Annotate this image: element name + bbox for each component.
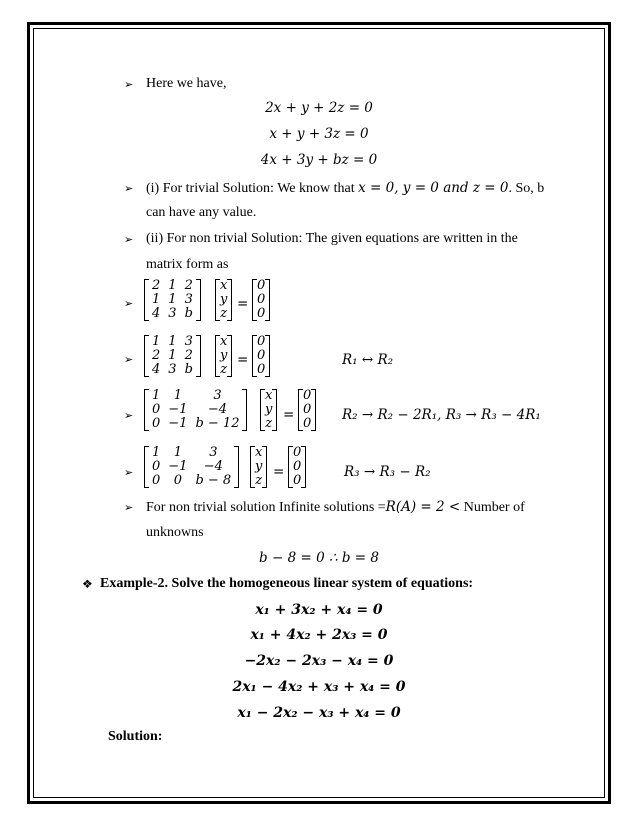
vector-xyz-2	[215, 335, 232, 377]
vector-zero-1	[252, 279, 270, 321]
matrix-cell: b − 12	[195, 416, 240, 431]
matrix-cell: 1	[152, 334, 161, 349]
system-eq-1: x₁ + 3x₂ + x₄ = 0	[255, 602, 383, 618]
arrow-bullet-icon: ➢	[124, 79, 134, 91]
matrix-cell: −4	[203, 459, 223, 474]
matrix-cell: 1	[152, 292, 161, 307]
matrix-cell: 3	[168, 306, 177, 321]
matrix-cell: 0	[152, 459, 161, 474]
vector-xyz-3	[260, 389, 277, 431]
arrow-bullet-icon: ➢	[124, 410, 134, 422]
matrix-cell: 1	[152, 388, 161, 403]
intro-text: Here we have,	[146, 76, 227, 91]
matrix-cell: 3	[184, 292, 193, 307]
vector-cell: y	[220, 348, 228, 363]
vector-cell: 0	[257, 278, 266, 293]
matrix-cell: −4	[207, 402, 228, 417]
arrow-bullet-icon: ➢	[124, 502, 134, 514]
system-eq-2: x₁ + 4x₂ + 2x₃ = 0	[250, 627, 388, 643]
vector-cell: z	[220, 362, 228, 377]
matrix-cell: 2	[184, 348, 193, 363]
vector-cell: 0	[257, 334, 266, 349]
solution-label: Solution:	[108, 729, 163, 744]
nontrivial-text-a: (ii) For non trivial Solution: The given equations are written in the	[146, 231, 518, 246]
matrix-cell: 1	[173, 445, 182, 460]
vector-zero-2	[252, 335, 270, 377]
vector-cell: 0	[303, 402, 312, 417]
matrix-cell: 0	[152, 416, 161, 431]
matrix-cell: 2	[184, 278, 193, 293]
row-op-4: R₃ → R₃ − R₂	[344, 464, 431, 480]
matrix-cell: 3	[184, 334, 193, 349]
matrix-cell: 3	[168, 362, 177, 377]
vector-cell: y	[255, 459, 263, 474]
matrix-2	[144, 335, 201, 377]
arrow-bullet-icon: ➢	[124, 234, 134, 246]
rank-text-a: For non trivial solution Infinite solutions =	[146, 500, 386, 515]
vector-zero-3	[298, 389, 316, 431]
matrix-cell: 3	[209, 445, 218, 460]
vector-cell: z	[220, 306, 228, 321]
vector-cell: x	[220, 278, 228, 293]
vector-xyz-4	[250, 446, 267, 488]
vector-cell: y	[220, 292, 228, 307]
matrix-cell: 0	[152, 473, 161, 488]
matrix-cell: 1	[173, 388, 182, 403]
matrix-cell: 1	[168, 334, 177, 349]
matrix-cell: b	[184, 362, 193, 377]
row-op-2: R₁ ↔ R₂	[342, 352, 394, 368]
arrow-bullet-icon: ➢	[124, 183, 134, 195]
vector-cell: x	[255, 445, 263, 460]
vector-cell: x	[265, 388, 273, 403]
nontrivial-text-b: matrix form as	[146, 257, 229, 272]
arrow-bullet-icon: ➢	[124, 298, 134, 310]
arrow-bullet-icon: ➢	[124, 354, 134, 366]
arrow-bullet-icon: ➢	[124, 467, 134, 479]
trivial-text-b: . So, b	[508, 181, 545, 196]
matrix-cell: −1	[168, 416, 188, 431]
vector-cell: 0	[293, 473, 302, 488]
matrix-cell: −1	[168, 459, 188, 474]
rank-text	[146, 499, 525, 516]
rank-math: R(A) = 2 <	[385, 499, 461, 515]
rank-text-b: Number of	[463, 500, 525, 515]
matrix-cell: 1	[152, 445, 161, 460]
vector-cell: 0	[257, 306, 266, 321]
system-eq-5: x₁ − 2x₂ − x₃ + x₄ = 0	[237, 705, 401, 721]
system-eq-3: −2x₂ − 2x₃ − x₄ = 0	[244, 653, 394, 669]
equation-3: 4x + 3y + bz = 0	[260, 152, 378, 168]
matrix-cell: −1	[168, 402, 188, 417]
trivial-text-c: can have any value.	[146, 205, 257, 220]
equals-sign: =	[237, 352, 249, 368]
matrix-cell: 0	[152, 402, 161, 417]
matrix-cell: 1	[168, 292, 177, 307]
vector-cell: z	[255, 473, 263, 488]
vector-zero-4	[288, 446, 306, 488]
example-heading: Example-2. Solve the homogeneous linear system of equations:	[100, 576, 474, 591]
vector-cell: 0	[257, 292, 266, 307]
matrix-1	[144, 279, 201, 321]
trivial-text	[146, 180, 544, 197]
vector-cell: 0	[257, 362, 266, 377]
equals-sign: =	[283, 407, 295, 423]
matrix-3	[144, 389, 247, 431]
matrix-cell: 1	[168, 348, 177, 363]
trivial-math: x = 0, y = 0 and z = 0	[358, 180, 509, 196]
equals-sign: =	[237, 296, 249, 312]
vector-cell: 0	[303, 388, 312, 403]
diamond-bullet-icon: ❖	[82, 577, 93, 591]
vector-cell: 0	[293, 445, 302, 460]
vector-xyz-1	[215, 279, 232, 321]
matrix-cell: 3	[213, 388, 222, 403]
matrix-cell: 0	[173, 473, 182, 488]
vector-cell: 0	[257, 348, 266, 363]
matrix-cell: b	[184, 306, 193, 321]
b-result: b − 8 = 0 ∴ b = 8	[259, 550, 379, 566]
matrix-cell: 2	[152, 348, 161, 363]
matrix-cell: 4	[152, 306, 161, 321]
vector-cell: 0	[303, 416, 312, 431]
rank-text-c: unknowns	[146, 525, 204, 540]
vector-cell: x	[220, 334, 228, 349]
matrix-cell: 1	[168, 278, 177, 293]
vector-cell: z	[265, 416, 273, 431]
system-eq-4: 2x₁ − 4x₂ + x₃ + x₄ = 0	[232, 679, 406, 695]
vector-cell: 0	[293, 459, 302, 474]
equation-1: 2x + y + 2z = 0	[265, 100, 373, 116]
equation-2: x + y + 3z = 0	[269, 126, 369, 142]
matrix-4	[144, 446, 239, 488]
trivial-text-a: (i) For trivial Solution: We know that	[146, 181, 355, 196]
matrix-cell: b − 8	[195, 473, 232, 488]
row-op-3: R₂ → R₂ − 2R₁, R₃ → R₃ − 4R₁	[342, 407, 541, 423]
equals-sign: =	[273, 464, 285, 480]
vector-cell: y	[265, 402, 273, 417]
matrix-cell: 2	[152, 278, 161, 293]
matrix-cell: 4	[152, 362, 161, 377]
